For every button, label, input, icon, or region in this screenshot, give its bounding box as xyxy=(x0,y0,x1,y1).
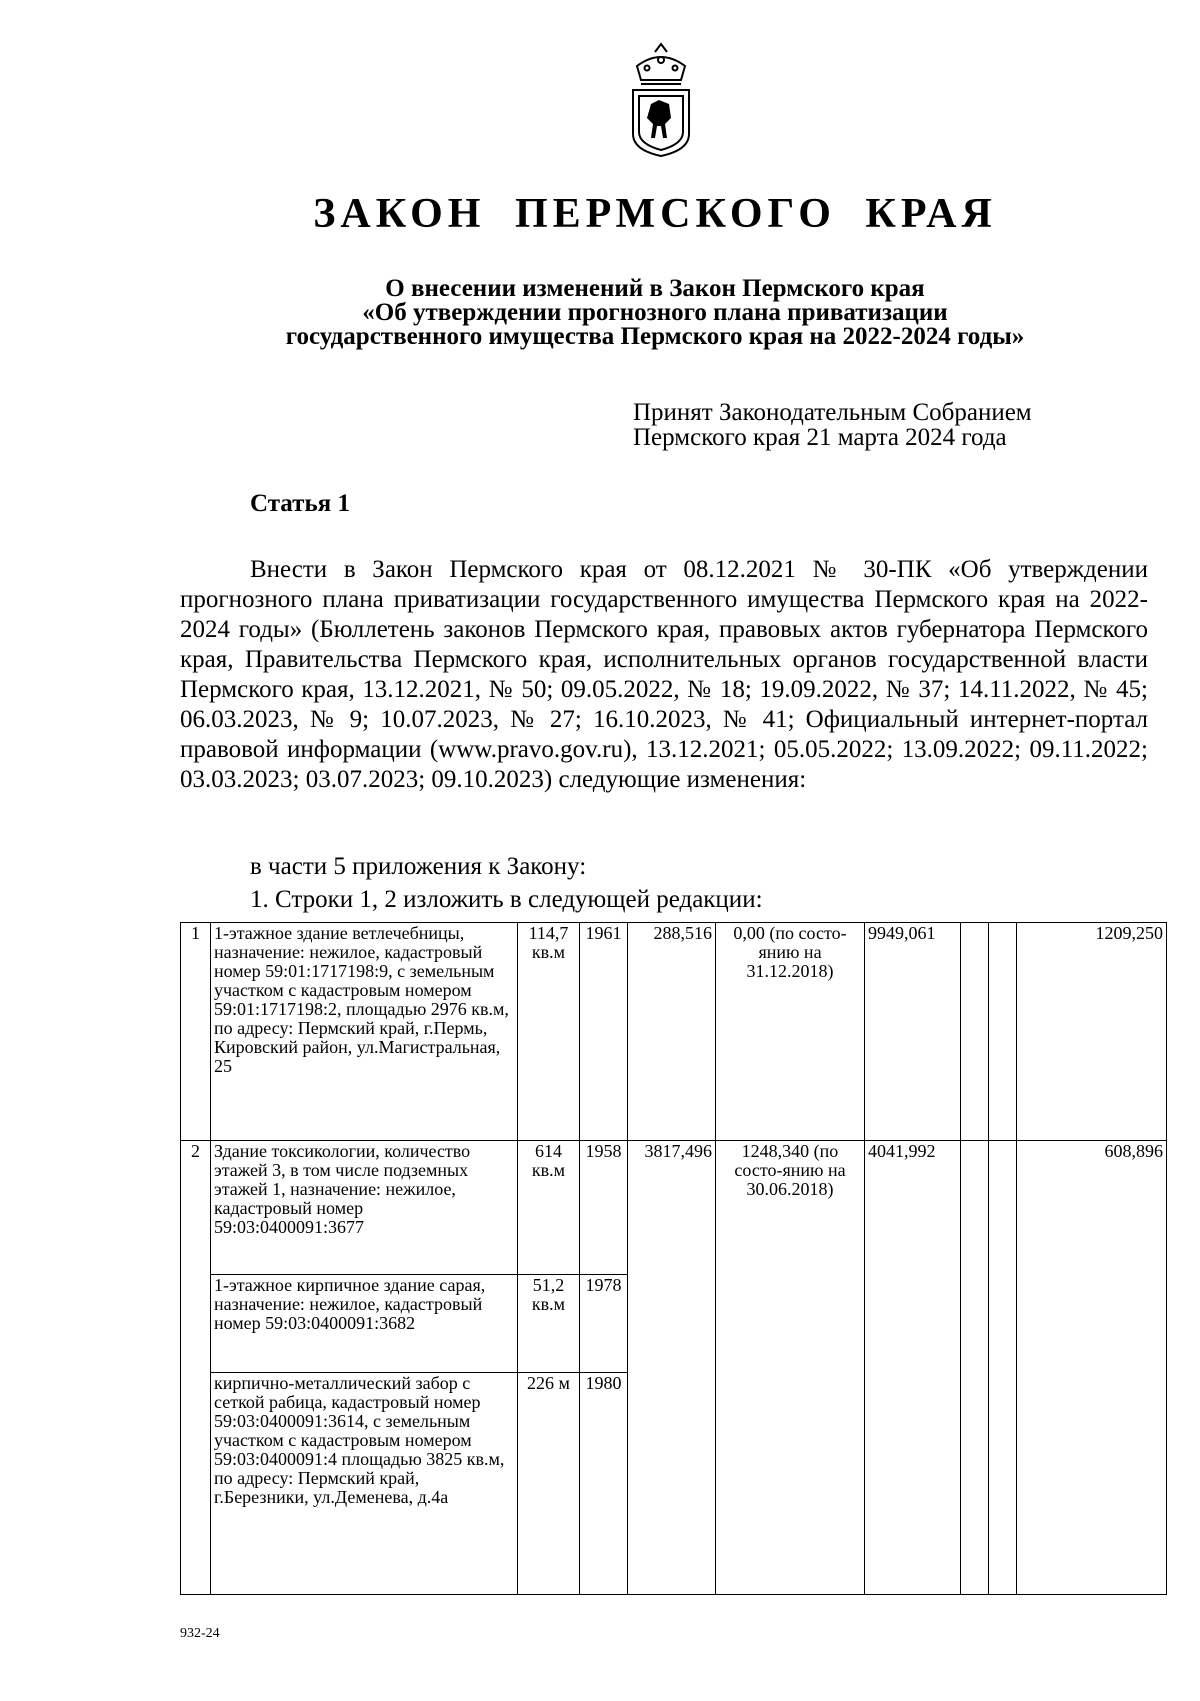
row-number: 2 xyxy=(181,1141,211,1595)
rows-instruction-line: 1. Строки 1, 2 изложить в следующей редакции: xyxy=(250,886,763,913)
value-cell: 1248,340 (по состо-янию на 30.06.2018) xyxy=(716,1141,865,1595)
privatization-objects-table xyxy=(180,922,1167,1595)
object-year: 1958 xyxy=(580,1141,628,1275)
object-area: 614 кв.м xyxy=(518,1141,580,1275)
object-year: 1980 xyxy=(580,1373,628,1595)
object-area: 114,7 кв.м xyxy=(518,923,580,1141)
value-cell: 1209,250 xyxy=(1017,923,1167,1141)
law-title: ЗАКОН ПЕРМСКОГО КРАЯ xyxy=(313,191,997,237)
table-row xyxy=(181,1141,1167,1275)
object-area: 226 м xyxy=(518,1373,580,1595)
law-subtitle xyxy=(200,277,1110,349)
part-reference-line: в части 5 приложения к Закону: xyxy=(250,853,587,880)
object-year: 1961 xyxy=(580,923,628,1141)
adoption-line: Принят Законодательным Собранием xyxy=(633,399,1032,426)
value-cell: 0,00 (по состо-янию на 31.12.2018) xyxy=(716,923,865,1141)
value-cell xyxy=(961,923,989,1141)
value-cell: 288,516 xyxy=(628,923,716,1141)
object-description: 1-этажное здание ветлечебницы, назначение: нежилое, кадастровый номер 59:01:1717198:9, с земельным участком с кадастровым номером 59:01:1717198:2, площадью 2976 кв.м, по адресу: Пермский край, г.Пермь, Кировский район, ул.Магистральная, 25 xyxy=(211,923,518,1141)
value-cell: 608,896 xyxy=(1017,1141,1167,1595)
perm-krai-coat-of-arms-icon xyxy=(625,40,697,158)
adoption-line: Пермского края 21 марта 2024 года xyxy=(633,424,1007,451)
article-paragraph: Внести в Закон Пермского края от 08.12.2021 № 30-ПК «Об утверждении прогнозного плана приватизации государственного имущества Пермского края на 2022-2024 годы» (Бюллетень законов Пермского края, правовых актов губернатора Пермского края, Правительства Пермского края, исполнительных органов государственной власти Пермского края, 13.12.2021, № 50; 09.05.2022, № 18; 19.09.2022, № 37; 14.11.2022, № 45; 06.03.2023, № 9; 10.07.2023, № 27; 16.10.2023, № 41; Официальный интернет-портал правовой информации (www.pravo.gov.ru), 13.12.2021; 05.05.2022; 13.09.2022; 09.11.2022; 03.03.2023; 03.07.2023; 09.10.2023) следующие изменения: xyxy=(180,556,1148,793)
object-description: кирпично-металлический забор с сеткой рабица, кадастровый номер 59:03:0400091:3614, с земельным участком с кадастровым номером 59:03:0400091:4 площадью 3825 кв.м, по адресу: Пермский край, г.Березники, ул.Деменева, д.4а xyxy=(211,1373,518,1595)
object-year: 1978 xyxy=(580,1275,628,1373)
adoption-note xyxy=(633,400,1032,450)
value-cell: 4041,992 xyxy=(865,1141,961,1595)
value-cell: 3817,496 xyxy=(628,1141,716,1595)
article-heading: Статья 1 xyxy=(250,490,350,517)
object-description: Здание токсикологии, количество этажей 3, в том числе подземных этажей 1, назначение: нежилое, кадастровый номер 59:03:0400091:3677 xyxy=(211,1141,518,1275)
subtitle-line: государственного имущества Пермского края на 2022-2024 годы» xyxy=(285,323,1025,350)
subtitle-line: «Об утверждении прогнозного плана приватизации xyxy=(362,299,948,326)
value-cell xyxy=(989,1141,1017,1595)
object-description: 1-этажное кирпичное здание сарая, назначение: нежилое, кадастровый номер 59:03:0400091:3682 xyxy=(211,1275,518,1373)
value-cell: 9949,061 xyxy=(865,923,961,1141)
table-row xyxy=(181,923,1167,1141)
object-area: 51,2 кв.м xyxy=(518,1275,580,1373)
subtitle-line: О внесении изменений в Закон Пермского края xyxy=(385,275,925,302)
value-cell xyxy=(989,923,1017,1141)
row-number: 1 xyxy=(181,923,211,1141)
document-code: 932-24 xyxy=(180,1626,220,1641)
value-cell xyxy=(961,1141,989,1595)
